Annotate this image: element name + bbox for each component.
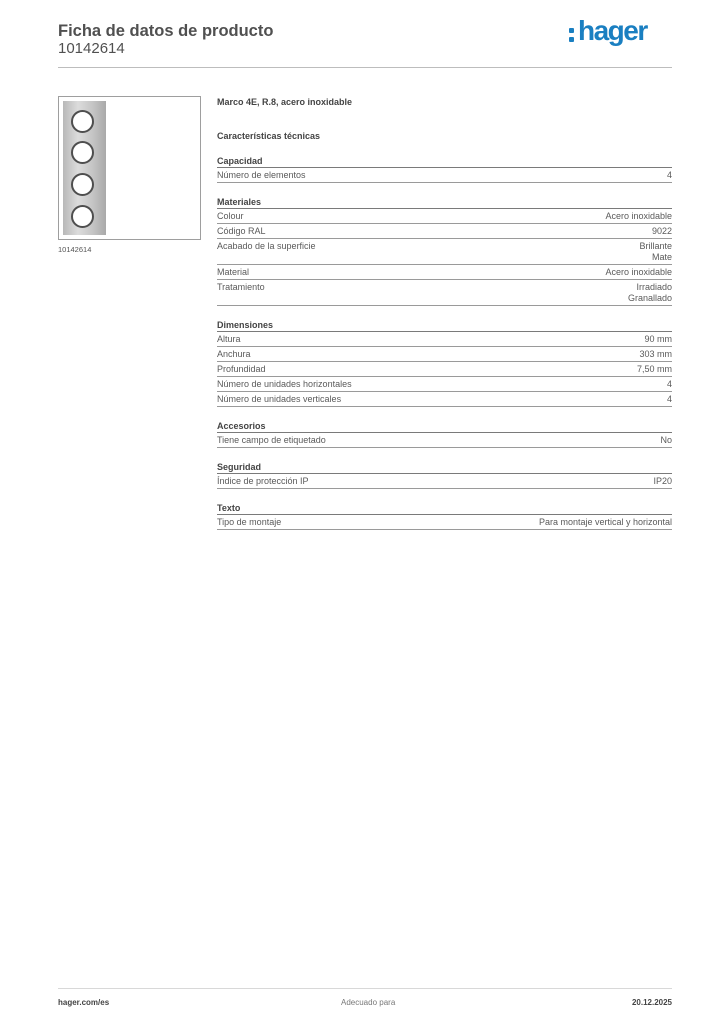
spec-row bbox=[217, 168, 672, 183]
spec-row bbox=[217, 474, 672, 489]
spec-value-line: Granallado bbox=[627, 293, 672, 303]
plate-opening bbox=[71, 205, 94, 228]
spec-value-line: Acero inoxidable bbox=[605, 211, 672, 221]
spec-row bbox=[217, 362, 672, 377]
spec-value bbox=[639, 241, 672, 263]
spec-label: Colour bbox=[217, 211, 244, 221]
product-name: Marco 4E, R.8, acero inoxidable bbox=[217, 97, 353, 107]
spec-label: Tipo de montaje bbox=[217, 517, 282, 527]
spec-value-line: 90 mm bbox=[644, 334, 672, 344]
footer-website: hager.com/es bbox=[58, 998, 110, 1007]
spec-group bbox=[217, 320, 672, 407]
spec-label: Tratamiento bbox=[217, 282, 265, 292]
spec-group bbox=[217, 197, 672, 306]
spec-value bbox=[628, 282, 672, 304]
spec-value-line: 4 bbox=[666, 379, 672, 389]
spec-row bbox=[217, 332, 672, 347]
plate-opening bbox=[71, 110, 94, 133]
spec-group-title: Capacidad bbox=[217, 156, 672, 168]
spec-value bbox=[667, 170, 672, 181]
product-image bbox=[58, 96, 201, 240]
logo-dot-upper bbox=[569, 28, 574, 33]
spec-group-title: Texto bbox=[217, 503, 672, 515]
footer-divider bbox=[58, 988, 672, 989]
spec-value-line: 4 bbox=[666, 394, 672, 404]
logo-text: hager bbox=[578, 15, 647, 46]
spec-value bbox=[539, 517, 672, 528]
spec-label: Tiene campo de etiquetado bbox=[217, 435, 326, 445]
tech-section-title: Características técnicas bbox=[217, 131, 321, 141]
spec-value bbox=[605, 267, 672, 278]
spec-row bbox=[217, 265, 672, 280]
product-code: 10142614 bbox=[58, 40, 125, 57]
spec-row bbox=[217, 224, 672, 239]
header-divider bbox=[58, 67, 672, 68]
spec-row bbox=[217, 280, 672, 306]
spec-group bbox=[217, 503, 672, 530]
spec-value-line: Irradiado bbox=[636, 282, 672, 292]
spec-value bbox=[644, 334, 672, 345]
spec-row bbox=[217, 433, 672, 448]
plate-opening bbox=[71, 173, 94, 196]
spec-value bbox=[639, 349, 672, 360]
spec-value bbox=[667, 394, 672, 405]
spec-value bbox=[637, 364, 672, 375]
spec-group-title: Accesorios bbox=[217, 421, 672, 433]
spec-row bbox=[217, 347, 672, 362]
spec-label: Altura bbox=[217, 334, 241, 344]
spec-row bbox=[217, 392, 672, 407]
spec-row bbox=[217, 377, 672, 392]
frame-plate bbox=[63, 101, 106, 235]
spec-label: Número de unidades verticales bbox=[217, 394, 342, 404]
spec-row bbox=[217, 239, 672, 265]
spec-group-title: Dimensiones bbox=[217, 320, 672, 332]
spec-label: Código RAL bbox=[217, 226, 266, 236]
spec-groups bbox=[217, 156, 672, 530]
spec-value-line: IP20 bbox=[653, 476, 672, 486]
spec-group bbox=[217, 421, 672, 448]
footer-suitable-for: Adecuado para bbox=[341, 998, 396, 1007]
image-caption: 10142614 bbox=[58, 245, 92, 254]
spec-group bbox=[217, 156, 672, 183]
spec-value bbox=[605, 211, 672, 222]
spec-value bbox=[660, 435, 672, 446]
spec-label: Número de elementos bbox=[217, 170, 306, 180]
spec-value-line: Mate bbox=[651, 252, 672, 262]
hager-logo bbox=[568, 17, 658, 47]
spec-value-line: Para montaje vertical y horizontal bbox=[538, 517, 672, 527]
spec-value-line: No bbox=[660, 435, 672, 445]
spec-value-line: 303 mm bbox=[639, 349, 672, 359]
spec-label: Número de unidades horizontales bbox=[217, 379, 352, 389]
spec-value bbox=[653, 476, 672, 487]
spec-value-line: 9022 bbox=[651, 226, 672, 236]
spec-label: Profundidad bbox=[217, 364, 266, 374]
spec-value-line: 4 bbox=[666, 170, 672, 180]
spec-value-line: 7,50 mm bbox=[636, 364, 672, 374]
spec-value-line: Acero inoxidable bbox=[605, 267, 672, 277]
footer-date: 20.12.2025 bbox=[631, 998, 672, 1007]
spec-label: Índice de protección IP bbox=[217, 476, 309, 486]
spec-group bbox=[217, 462, 672, 489]
spec-group-title: Materiales bbox=[217, 197, 672, 209]
spec-value-line: Brillante bbox=[639, 241, 672, 251]
page-title: Ficha de datos de producto bbox=[58, 22, 274, 40]
spec-label: Acabado de la superficie bbox=[217, 241, 316, 251]
spec-row bbox=[217, 209, 672, 224]
spec-content bbox=[217, 96, 672, 530]
spec-value bbox=[652, 226, 672, 237]
spec-label: Material bbox=[217, 267, 250, 277]
spec-row bbox=[217, 515, 672, 530]
logo-dot-lower bbox=[569, 37, 574, 42]
plate-opening bbox=[71, 141, 94, 164]
spec-group-title: Seguridad bbox=[217, 462, 672, 474]
spec-value bbox=[667, 379, 672, 390]
spec-label: Anchura bbox=[217, 349, 251, 359]
